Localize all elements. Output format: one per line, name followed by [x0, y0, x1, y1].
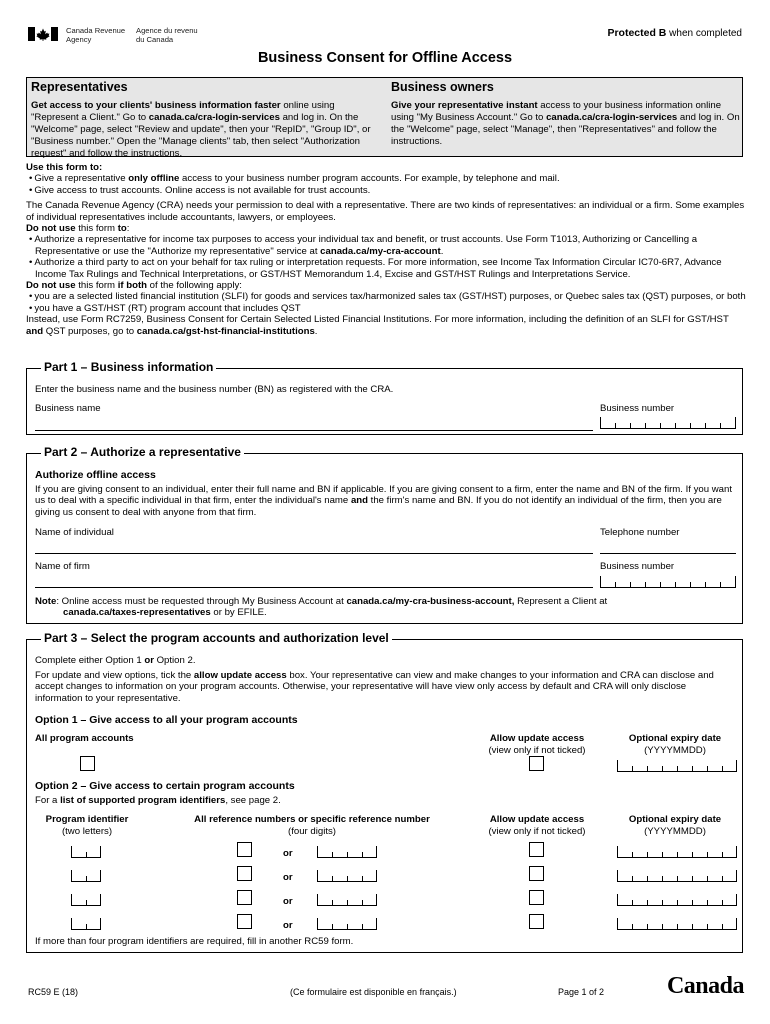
program-identifier-field[interactable] [71, 894, 101, 906]
form-usage-instructions: Use this form to: • Give a representative only offline access to your business number program accounts. For example, by telephone and mail. • Give access to trust accounts. Online access is not available for trust accounts. The Canada Revenue Agency (CRA) needs your permission to deal with a representative. There are two kinds of representatives: an individual or a firm. Some examples of individual representatives include accountants, lawyers, or employees. Do not use this form to: • Authorize a representative for income tax purposes to access your individual tax and benefit, or trust accounts. Use Form T1013, Authorizing or Cancelling a Representative or use the "Authorize my representative" service at canada.ca/my-cra-account. • Authorize a third party to act on your behalf for tax ruling or interpretation requests. For more information, see Income Tax Information Circular IC70-6R7, Advance Income Tax Rulings and Technical Interpretations, or GST/HST Memorandum 1.4, Excise and GST/HST Rulings and Interpretations Service. Do not use this form if both of the following apply: • you are a selected listed financial institution (SLFI) for goods and services tax/harmonized sales tax (GST/HST) purposes, or Quebec sales tax (QST) purposes, or both • you have a GST/HST (RT) program account that includes QST Instead, use Form RC7259, Business Consent for Certain Selected Listed Financial Institutions. For more information, including the definition of an SLFI for GST/HST and QST purposes, go to canada.ca/gst-hst-financial-institutions. [26, 162, 746, 337]
option2-expiry-header: Optional expiry date (YYYYMMDD) [628, 814, 722, 837]
program-account-row [27, 888, 743, 912]
firm-business-number-label: Business number [600, 561, 675, 572]
name-of-firm-label: Name of firm [35, 561, 90, 572]
part2-authorize-representative [26, 445, 743, 624]
protected-b-label: Protected B when completed [607, 27, 742, 39]
option1-allow-update-header: Allow update access (view only if not ticked) [488, 733, 586, 756]
part3-program-accounts [26, 631, 743, 953]
option1-heading: Option 1 – Give access to all your program accounts [35, 714, 298, 726]
representatives-heading: Representatives [31, 80, 128, 94]
cra-login-link[interactable]: canada.ca/cra-login-services [148, 112, 280, 123]
agency-name-en: Canada Revenue Agency [66, 26, 126, 44]
taxes-representatives-link[interactable]: canada.ca/taxes-representatives [63, 607, 211, 619]
part1-business-information [26, 360, 743, 435]
business-owners-column [391, 80, 741, 148]
cra-login-link-owners[interactable]: canada.ca/cra-login-services [546, 112, 678, 123]
part2-title: Part 2 – Authorize a representative [41, 445, 244, 459]
my-business-account-link[interactable]: canada.ca/my-cra-business-account, [346, 596, 515, 607]
form-title: Business Consent for Offline Access [257, 50, 513, 66]
part3-title: Part 3 – Select the program accounts and authorization level [41, 631, 392, 645]
expiry-date-field[interactable] [617, 918, 737, 930]
or-label: or [283, 848, 293, 859]
part2-instructions: If you are giving consent to an individual, enter their full name and BN if applicable. If you are giving consent to a firm, enter the name and BN of the firm. If you want us to deal with a specific individual in that firm, enter the individual's name and the firm's name and BN. If you do not identify an individual of the firm, then you are giving us consent to deal with anyone from that firm. [35, 484, 732, 518]
fill-another-form-note: If more than four program identifiers are required, fill in another RC59 form. [35, 936, 354, 947]
expiry-date-field[interactable] [617, 894, 737, 906]
telephone-number-label: Telephone number [600, 527, 680, 538]
firm-business-number-comb-field[interactable] [600, 576, 736, 588]
option2-heading: Option 2 – Give access to certain program accounts [35, 780, 295, 792]
name-of-firm-field[interactable] [35, 587, 593, 588]
program-account-row [27, 912, 743, 936]
gst-hst-fi-link[interactable]: canada.ca/gst-hst-financial-institutions [136, 325, 315, 337]
business-owners-heading: Business owners [391, 80, 494, 94]
reference-number-field[interactable] [317, 870, 377, 882]
form-identifier: RC59 E (18) [28, 987, 79, 997]
allow-update-checkbox[interactable] [529, 866, 544, 881]
business-owners-text: Give your representative instant access to your business information online using "My Business Account." Go to canada.ca/cra-login-services and log in. On the "Welcome" page, select "Manage", then "Representatives" and follow the instructions. [391, 100, 740, 147]
online-access-info-box [26, 77, 743, 157]
reference-number-field[interactable] [317, 918, 377, 930]
authorize-offline-access-heading: Authorize offline access [35, 469, 156, 481]
reference-number-field[interactable] [317, 894, 377, 906]
program-identifier-field[interactable] [71, 918, 101, 930]
all-reference-numbers-checkbox[interactable] [237, 842, 252, 857]
or-label: or [283, 896, 293, 907]
allow-update-checkbox[interactable] [529, 890, 544, 905]
program-identifier-field[interactable] [71, 870, 101, 882]
program-account-row [27, 864, 743, 888]
reference-number-field[interactable] [317, 846, 377, 858]
part1-title: Part 1 – Business information [41, 360, 216, 374]
business-number-label: Business number [600, 403, 675, 414]
or-label: or [283, 872, 293, 883]
option1-expiry-date-field[interactable] [617, 760, 737, 772]
representatives-column [31, 80, 383, 160]
expiry-date-field[interactable] [617, 870, 737, 882]
program-identifier-field[interactable] [71, 846, 101, 858]
all-program-accounts-label: All program accounts [35, 733, 134, 744]
all-reference-numbers-checkbox[interactable] [237, 890, 252, 905]
page-number: Page 1 of 2 [558, 987, 605, 997]
telephone-number-field[interactable] [600, 553, 736, 554]
option1-allow-update-checkbox[interactable] [529, 756, 544, 771]
program-account-row [27, 840, 743, 864]
canada-wordmark-logo: Canada [666, 973, 744, 999]
option1-expiry-header: Optional expiry date (YYYYMMDD) [628, 733, 722, 756]
all-reference-numbers-checkbox[interactable] [237, 914, 252, 929]
program-identifier-header: Program identifier (two letters) [45, 814, 129, 837]
all-reference-numbers-checkbox[interactable] [237, 866, 252, 881]
or-label: or [283, 920, 293, 931]
agency-name-fr: Agence du revenu du Canada [136, 26, 198, 44]
option2-allow-update-header: Allow update access (view only if not ticked) [488, 814, 586, 837]
name-of-individual-label: Name of individual [35, 527, 114, 538]
business-name-field[interactable] [35, 430, 593, 431]
part2-note: Note: Online access must be requested through My Business Account at canada.ca/my-cra-business-account, Represent a Client at canada.ca/taxes-representatives or by EFILE. [35, 596, 608, 619]
business-number-comb-field[interactable] [600, 417, 736, 429]
part1-instruction: Enter the business name and the business number (BN) as registered with the CRA. [35, 384, 394, 395]
part3-update-instructions: For update and view options, tick the allow update access box. Your representative can view and make changes to your information and CRA can disclose and accept changes to information on your program accounts. Otherwise, your representative will have view only access by default and CRA will only disclose information to your representative. [35, 670, 714, 704]
my-cra-account-link[interactable]: canada.ca/my-cra-account [320, 245, 441, 257]
part3-complete-option: Complete either Option 1 or Option 2. [35, 655, 196, 666]
french-availability-note: (Ce formulaire est disponible en français.) [290, 987, 457, 997]
expiry-date-field[interactable] [617, 846, 737, 858]
representatives-text: Get access to your clients' business information faster online using "Represent a Client." Go to canada.ca/cra-login-services and log in. On the "Welcome" page, select "Review and update", then your "RepID", "Group ID", or "Business number." Open the "Manage clients" tab, then select "Authorization request" and follow the instructions. [31, 100, 371, 159]
canada-flag-icon [28, 27, 58, 41]
reference-numbers-header: All reference numbers or specific reference number (four digits) [194, 814, 430, 837]
all-program-accounts-checkbox[interactable] [80, 756, 95, 771]
allow-update-checkbox[interactable] [529, 914, 544, 929]
option2-subtitle: For a list of supported program identifiers, see page 2. [35, 795, 281, 806]
business-name-label: Business name [35, 403, 101, 414]
name-of-individual-field[interactable] [35, 553, 593, 554]
allow-update-checkbox[interactable] [529, 842, 544, 857]
